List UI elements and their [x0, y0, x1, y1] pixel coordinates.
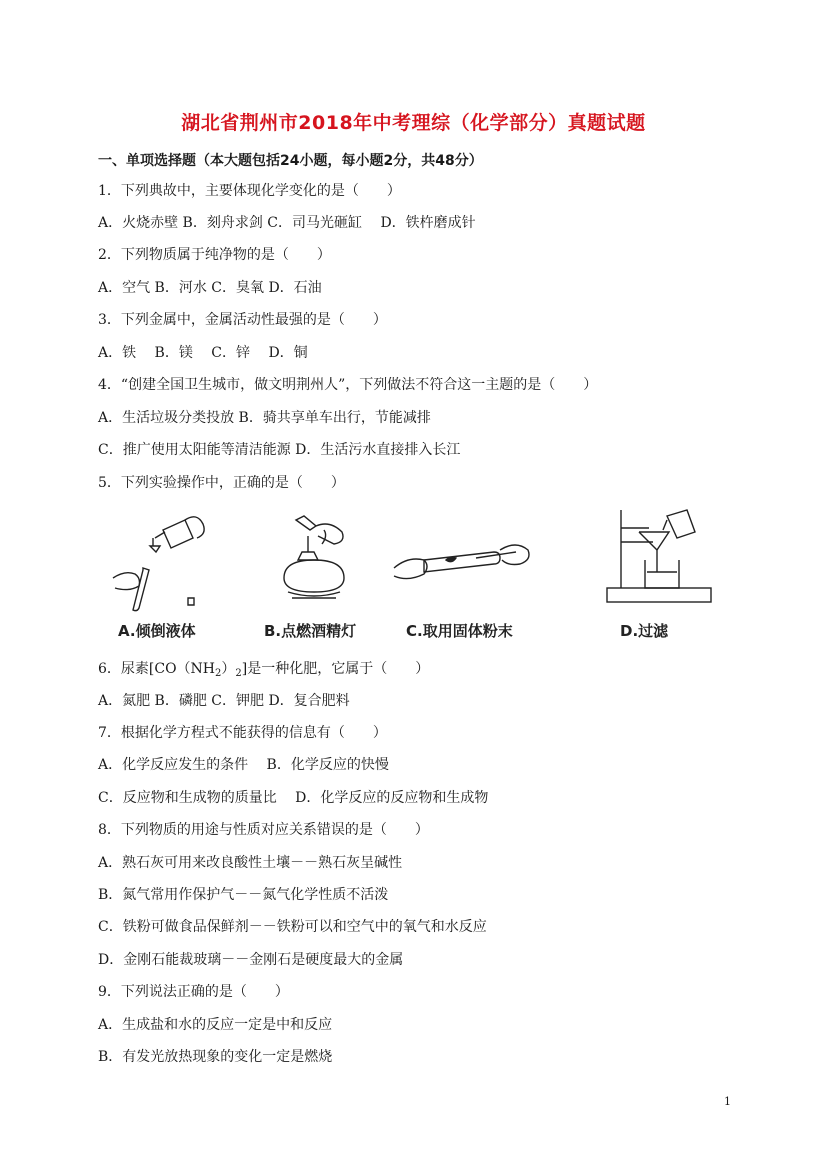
question-3-stem: 3．下列金属中，金属活动性最强的是（ ）	[98, 312, 387, 328]
question-4-stem: 4．“创建全国卫生城市，做文明荆州人”，下列做法不符合这一主题的是（ ）	[98, 377, 598, 393]
question-8-option-b: B．氮气常用作保护气－－氮气化学性质不活泼	[98, 887, 389, 903]
question-5-stem: 5．下列实验操作中，正确的是（ ）	[98, 475, 345, 491]
page-number: 1	[724, 1095, 731, 1108]
page-title: 湖北省荆州市2018年中考理综（化学部分）真题试题	[181, 112, 646, 134]
question-9-option-a: A．生成盐和水的反应一定是中和反应	[98, 1017, 333, 1033]
figure-caption-b: B.点燃酒精灯	[264, 622, 357, 640]
question-6-stem	[98, 659, 429, 684]
figure-pouring-liquid	[103, 508, 213, 613]
figure-caption-d: D.过滤	[620, 622, 669, 640]
figure-caption-a: A.倾倒液体	[118, 622, 196, 640]
question-8-option-c: C．铁粉可做食品保鲜剂－－铁粉可以和空气中的氧气和水反应	[98, 919, 487, 935]
question-4-options-ab: A．生活垃圾分类投放 B．骑共享单车出行，节能减排	[98, 410, 431, 426]
question-8-stem: 8．下列物质的用途与性质对应关系错误的是（ ）	[98, 822, 429, 838]
question-1-options: A．火烧赤壁 B．刻舟求剑 C．司马光砸缸 D．铁杵磨成针	[98, 215, 476, 231]
figure-caption-c: C.取用固体粉末	[406, 622, 513, 640]
question-9-stem: 9．下列说法正确的是（ ）	[98, 984, 289, 1000]
filtration-drawing	[603, 508, 718, 613]
q6-stem-part: ]是一种化肥，它属于（ ）	[241, 661, 430, 677]
question-7-options-ab: A．化学反应发生的条件 B．化学反应的快慢	[98, 757, 389, 773]
q6-stem-part: ）	[221, 661, 236, 677]
section-heading: 一、单项选择题（本大题包括24小题，每小题2分，共48分）	[98, 153, 483, 169]
q6-subscript: 2	[235, 668, 242, 679]
q6-subscript: 2	[215, 668, 222, 679]
question-9-option-b: B．有发光放热现象的变化一定是燃烧	[98, 1049, 333, 1065]
figure-lighting-lamp	[266, 508, 376, 613]
solid-powder-drawing	[388, 508, 538, 613]
question-2-stem: 2．下列物质属于纯净物的是（ ）	[98, 247, 331, 263]
question-4-options-cd: C．推广使用太阳能等清洁能源 D．生活污水直接排入长江	[98, 442, 461, 458]
question-6-options: A．氮肥 B．磷肥 C．钾肥 D．复合肥料	[98, 693, 350, 709]
lighting-lamp-drawing	[266, 508, 376, 613]
question-2-options: A．空气 B．河水 C．臭氧 D．石油	[98, 280, 322, 296]
question-1-stem: 1．下列典故中，主要体现化学变化的是（ ）	[98, 183, 401, 199]
question-3-options: A．铁 B．镁 C．锌 D．铜	[98, 345, 308, 361]
question-7-options-cd: C．反应物和生成物的质量比 D．化学反应的反应物和生成物	[98, 790, 489, 806]
question-8-option-d: D．金刚石能裁玻璃－－金刚石是硬度最大的金属	[98, 952, 404, 968]
question-5-figures	[98, 508, 718, 640]
pouring-liquid-drawing	[103, 508, 213, 613]
figure-solid-powder	[388, 508, 538, 613]
figure-filtration	[603, 508, 718, 613]
question-7-stem: 7．根据化学方程式不能获得的信息有（ ）	[98, 725, 387, 741]
q6-stem-part: 6．尿素[CO（NH	[98, 661, 216, 677]
question-8-option-a: A．熟石灰可用来改良酸性土壤－－熟石灰呈碱性	[98, 855, 403, 871]
